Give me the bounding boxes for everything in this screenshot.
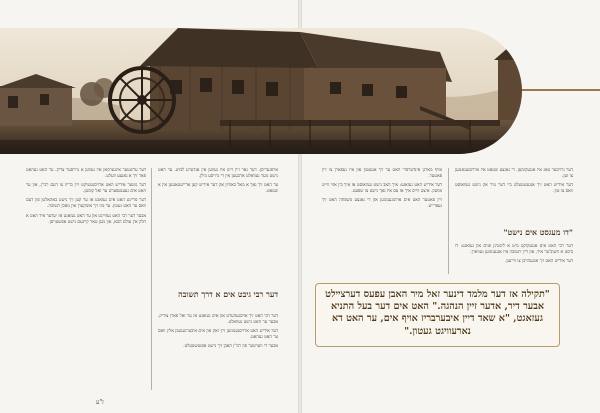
paragraph: זיין פאטער האט אים ארומגענומען און די גאנצע משפחה האט זיך געפרייט. [322,198,442,210]
section-heading: דער רבי גיבט אים א דרך תשובה [178,290,278,299]
section-heading: "דו מעגסט אים נישט" [503,228,573,237]
paragraph: דער רבי האט זיך אויסגעהערט און אים געזאגט אז ער זאל פארן צוריק. אבער ער האט נישט געוואלט. [158,314,278,326]
right-page-col-left [322,168,442,214]
paragraph: אבער דער רבי האט געוויינט און ער האט געזאגט אז יעדער איד האט א חלק אין עולם הבא, און מען טאר קיינעם נישט אפשטויסן. [26,213,146,225]
paragraph: דער אידיש האט ארויסגענומען זיין זאק און אים איבערגעגעבן אלץ וואס ער האט געהאט. [158,329,278,341]
pull-quote-box [315,283,560,347]
left-page-col-left [26,168,146,229]
decorative-rule [522,89,600,91]
column-divider [151,168,152,390]
paragraph: דער גרויסער טאג איז אנגעקומען. די גאנצע שטאט איז ארויסגעגאנגען צו זען. [455,168,573,180]
paragraph: דער גוטער אידיש האט ארויסגעשיקט זיין בריוו צו דעם רבי'ן, און ער האט אים געענטפערט ער זאל קומען. [26,183,146,195]
paragraph: דער אידיש האט זיך אנגעהויבן צו וויינען. [504,259,573,265]
page-number: ז"ע [96,399,104,406]
paragraph: דער אידיש האט געזאגט: איך האב נישט געוואוסט אז איך בין אזוי ווייט אוועק. איצט ווייס איך אז עס איז נאך נישט צו שפעט. [322,183,442,195]
pull-quote-text: "תקילה אז דער מלמד דינער זאל מיר האבן עפעס דערציילט אבער דיר, אדער זיין הנהגה." האט אים דער בעל התניא געזאגט, "א שאד דיין איבערבריז אויף אים, ער האט דא נארעוויגט געטון." [325,289,550,337]
paragraph: אויף מארגן אינדערפרי האט ער זיך אנגעטון און איז געפארן צו זיין פאטער. [322,168,442,180]
paragraph: דער ערשטער אינגערמאן איז געווען א גרויסער צדיק. ער האט געהאט פאר זיך א גאנצע וועלט. [26,168,146,180]
left-page-col-right-top [158,168,278,198]
paragraph: דער פריינט האט אים געזאגט אז ער קען זיך נישט באהאלטן פון דעם וואס ער האט געטון. ער מוז זיך אומקערן און מאכן תשובה. [26,198,146,210]
column-divider [448,168,449,274]
right-page-col-right-bottom [455,244,573,268]
paragraph: אבער די ווערטער פון רבי'ן האבן זיך נישט אפגעשטעלט. [183,344,278,350]
paragraph: ער האט זיך נאך א מאל באוויזן און דער אידיש קען ארייגעגאנגען אין א שטאט. [158,183,278,195]
paragraph: דער רבי האט אים אנגעקוקט מיט א ליכטיגן פנים און געזאגט: דו ביסט א חשוב'ער איד, און דיין תשובה איז אנגענומען געווארן. [455,244,573,256]
watermill-photo [0,28,522,154]
paragraph: דער אידיש האט זיך אנגעשטעלט ביי דער טיר און נישט געוואוסט וואס צו טון. [455,183,573,195]
paragraph: אויפגעריסן. דער גאר זיין זייט איז געווען אין אנדערע לבוש. ער האט נישט מער געוואלט ארבעטן אין די גרויסע מילן. [158,168,278,180]
right-page-col-right-top [455,168,573,198]
left-page-col-right-bottom [158,314,278,353]
